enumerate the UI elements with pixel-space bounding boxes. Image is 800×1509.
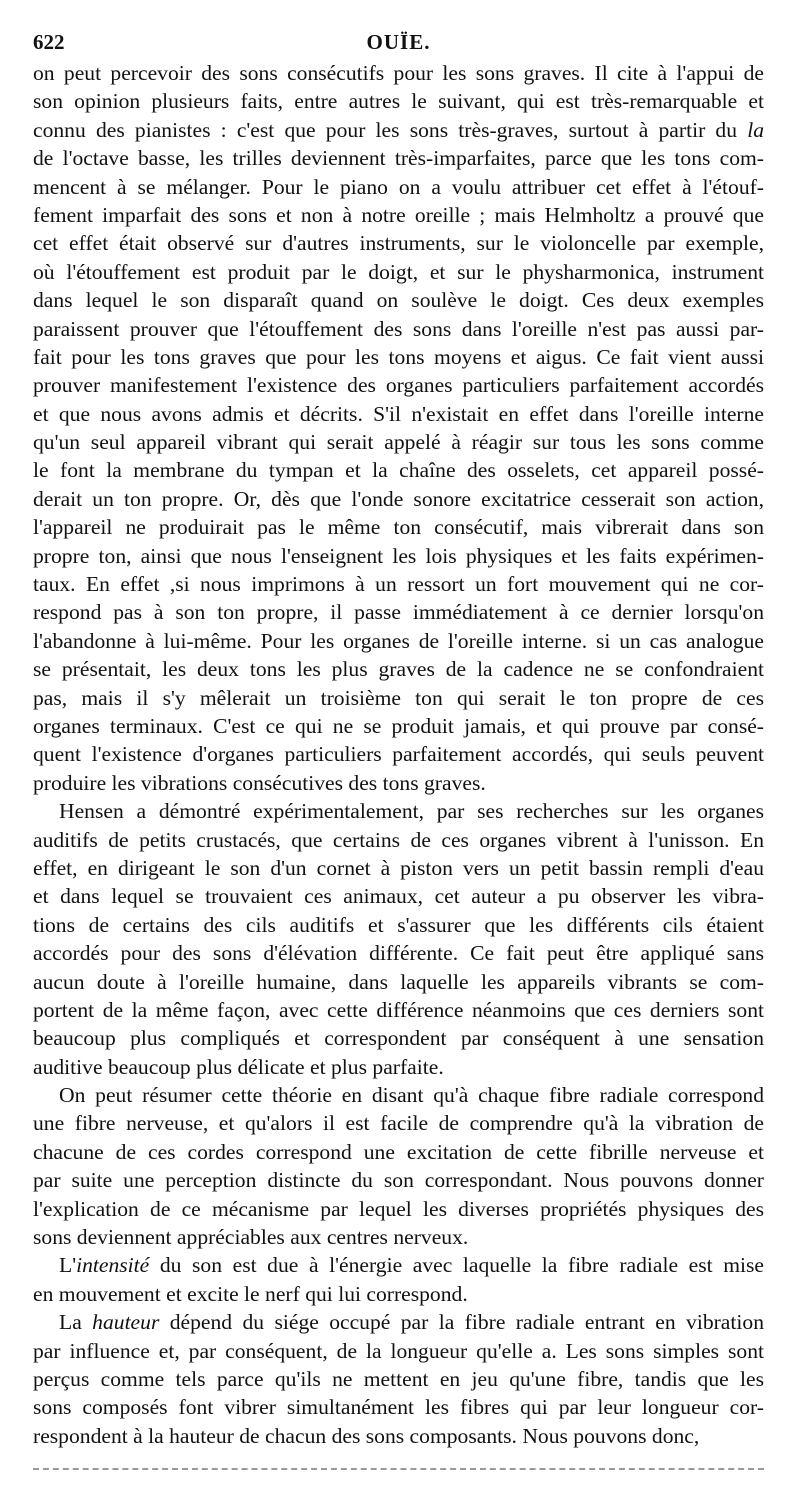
text-run: son opinion plusieurs faits, entre autres le suivant, qui est très-remarquable et <box>33 89 764 114</box>
text-line <box>33 1109 764 1137</box>
text-run: du son est due à l'énergie avec laquelle la fibre radiale est mise <box>149 1253 764 1278</box>
text-run: auditifs de petits crustacés, que certains de ces organes vibrent à l'unisson. En <box>33 827 764 852</box>
text-line <box>33 59 764 87</box>
text-line <box>33 911 764 939</box>
text-line <box>33 201 764 229</box>
text-line <box>33 854 764 882</box>
paragraph <box>33 797 764 1081</box>
text-run: connu des pianistes : c'est que pour les sons très-graves, surtout à partir du <box>33 117 748 142</box>
text-line <box>33 1053 764 1081</box>
text-run: pas, mais il s'y mêlerait un troisième ton qui serait le ton propre de ces <box>33 685 764 710</box>
text-run: tions de certains des cils auditifs et s'assurer que les différents cils étaient <box>33 912 764 937</box>
italic-term: hauteur <box>92 1310 160 1335</box>
text-run: de l'octave basse, les trilles deviennent très-imparfaites, parce que les tons com- <box>33 146 764 171</box>
italic-term: la <box>747 117 764 142</box>
text-run: le font la membrane du tympan et la chaîne des osselets, cet appareil possé- <box>33 458 764 483</box>
text-line <box>33 684 764 712</box>
text-run: une fibre nerveuse, et qu'alors il est facile de comprendre qu'à la vibration de <box>33 1111 764 1136</box>
text-line <box>33 286 764 314</box>
text-line <box>33 1280 764 1308</box>
text-run: produire les vibrations consécutives des tons graves. <box>33 770 486 795</box>
text-run: On peut résumer cette théorie en disant qu'à chaque fibre radiale correspond <box>59 1083 764 1108</box>
text-line <box>33 996 764 1024</box>
text-line <box>33 769 764 797</box>
text-run: L' <box>59 1253 77 1278</box>
text-line <box>33 542 764 570</box>
text-run: propre ton, ainsi que nous l'enseignent les lois physiques et les faits expérimen- <box>33 543 764 568</box>
text-line <box>33 968 764 996</box>
text-run: respondent à la hauteur de chacun des sons composants. Nous pouvons donc, <box>33 1423 700 1448</box>
text-line <box>33 740 764 768</box>
text-run: dans lequel le son disparaît quand on soulève le doigt. Ces deux exemples <box>33 288 764 313</box>
text-run: aucun doute à l'oreille humaine, dans laquelle les appareils vibrants se com- <box>33 969 764 994</box>
text-run: qu'un seul appareil vibrant qui serait appelé à réagir sur tous les sons comme <box>33 430 764 455</box>
text-line <box>33 1195 764 1223</box>
text-line <box>33 712 764 740</box>
text-line <box>33 343 764 371</box>
text-line <box>33 428 764 456</box>
text-run: sons composés font vibrer simultanément les fibres qui par leur longueur cor- <box>33 1395 764 1420</box>
text-line <box>33 797 764 825</box>
text-run: accordés pour des sons d'élévation différente. Ce fait peut être appliqué sans <box>33 941 764 966</box>
text-line <box>33 882 764 910</box>
text-run: se présentait, les deux tons les plus graves de la cadence ne se confondraient <box>33 657 764 682</box>
text-run: l'abandonne à lui-même. Pour les organes de l'oreille interne. si un cas analogue <box>33 628 764 653</box>
text-line <box>33 1337 764 1365</box>
text-line <box>33 258 764 286</box>
text-line <box>33 1365 764 1393</box>
paragraph <box>33 1251 764 1308</box>
text-line <box>33 1308 764 1336</box>
text-run: en mouvement et excite le nerf qui lui correspond. <box>33 1281 468 1306</box>
italic-term: intensité <box>76 1253 150 1278</box>
text-run: où l'étouffement est produit par le doigt, et sur le physharmonica, instrument <box>33 259 764 284</box>
text-run: fement imparfait des sons et non à notre oreille ; mais Helmholtz a prouvé que <box>33 202 764 227</box>
text-line <box>33 598 764 626</box>
text-run: Hensen a démontré expérimentalement, par ses recherches sur les organes <box>59 799 764 824</box>
text-line <box>33 570 764 598</box>
text-line <box>33 1081 764 1109</box>
text-run: par suite une perception distincte du son correspondant. Nous pouvons donner <box>33 1168 764 1193</box>
text-run: paraissent prouver que l'étouffement des sons dans l'oreille n'est pas aussi par- <box>33 316 764 341</box>
text-line <box>33 1422 764 1450</box>
text-line <box>33 1223 764 1251</box>
text-run: l'explication de ce mécanisme par lequel les diverses propriétés physiques des <box>33 1196 764 1221</box>
text-line <box>33 513 764 541</box>
text-line <box>33 144 764 172</box>
paragraph <box>33 1308 764 1450</box>
text-run: perçus comme tels parce qu'ils ne mettent en jeu qu'une fibre, tandis que les <box>33 1366 764 1391</box>
text-run: et que nous avons admis et décrits. S'il n'existait en effet dans l'oreille interne <box>33 401 764 426</box>
text-run: mencent à se mélanger. Pour le piano on a voulu attribuer cet effet à l'étouf- <box>33 174 764 199</box>
text-run: effet, en dirigeant le son d'un cornet à piston vers un petit bassin rempli d'eau <box>33 855 764 880</box>
running-head: OUÏE. <box>366 30 431 54</box>
text-run: chacune de ces cordes correspond une excitation de cette fibrille nerveuse et <box>33 1139 764 1164</box>
text-line <box>33 87 764 115</box>
text-run: et dans lequel se trouvaient ces animaux, cet auteur a pu observer les vibra- <box>33 884 764 909</box>
text-line <box>33 315 764 343</box>
text-run: beaucoup plus compliqués et correspondent par conséquent à une sensation <box>33 1026 764 1051</box>
text-run: portent de la même façon, avec cette différence néanmoins que ces derniers sont <box>33 997 764 1022</box>
body-text <box>33 59 764 1450</box>
text-run: l'appareil ne produirait pas le même ton consécutif, mais vibrerait dans son <box>33 515 764 540</box>
paragraph <box>33 1081 764 1251</box>
text-run: respond pas à son ton propre, il passe immédiatement à ce dernier lorsqu'on <box>33 600 764 625</box>
text-line <box>33 627 764 655</box>
text-line <box>33 1024 764 1052</box>
paragraph <box>33 59 764 797</box>
text-run: par influence et, par conséquent, de la longueur qu'elle a. Les sons simples sont <box>33 1338 764 1363</box>
footer-rule <box>33 1468 764 1470</box>
text-run: cet effet était observé sur d'autres instruments, sur le violoncelle par exemple, <box>33 231 764 256</box>
text-run: sons deviennent appréciables aux centres nerveux. <box>33 1225 469 1250</box>
text-line <box>33 116 764 144</box>
text-line <box>33 229 764 257</box>
text-line <box>33 1393 764 1421</box>
text-line <box>33 939 764 967</box>
text-line <box>33 400 764 428</box>
text-line <box>33 456 764 484</box>
text-line <box>33 1251 764 1279</box>
text-run: quent l'existence d'organes particuliers parfaitement accordés, qui seuls peuvent <box>33 742 764 767</box>
text-line <box>33 826 764 854</box>
text-line <box>33 1166 764 1194</box>
text-run: auditive beaucoup plus délicate et plus parfaite. <box>33 1054 444 1079</box>
text-line <box>33 1138 764 1166</box>
page-header <box>33 30 764 58</box>
text-run: dépend du siége occupé par la fibre radiale entrant en vibration <box>159 1310 764 1335</box>
text-line <box>33 485 764 513</box>
text-run: on peut percevoir des sons consécutifs pour les sons graves. Il cite à l'appui de <box>33 61 764 85</box>
text-run: taux. En effet ,si nous imprimons à un ressort un fort mouvement qui ne cor- <box>33 572 764 597</box>
text-run: prouver manifestement l'existence des organes particuliers parfaitement accordés <box>33 373 764 398</box>
text-run: derait un ton propre. Or, dès que l'onde sonore excitatrice cesserait son action, <box>33 486 764 511</box>
text-run: fait pour les tons graves que pour les tons moyens et aigus. Ce fait vient aussi <box>33 344 764 369</box>
text-run: La <box>59 1310 93 1335</box>
text-line <box>33 371 764 399</box>
text-line <box>33 655 764 683</box>
text-run: organes terminaux. C'est ce qui ne se produit jamais, et qui prouve par consé- <box>33 713 764 738</box>
page-number: 622 <box>33 30 65 54</box>
text-line <box>33 173 764 201</box>
